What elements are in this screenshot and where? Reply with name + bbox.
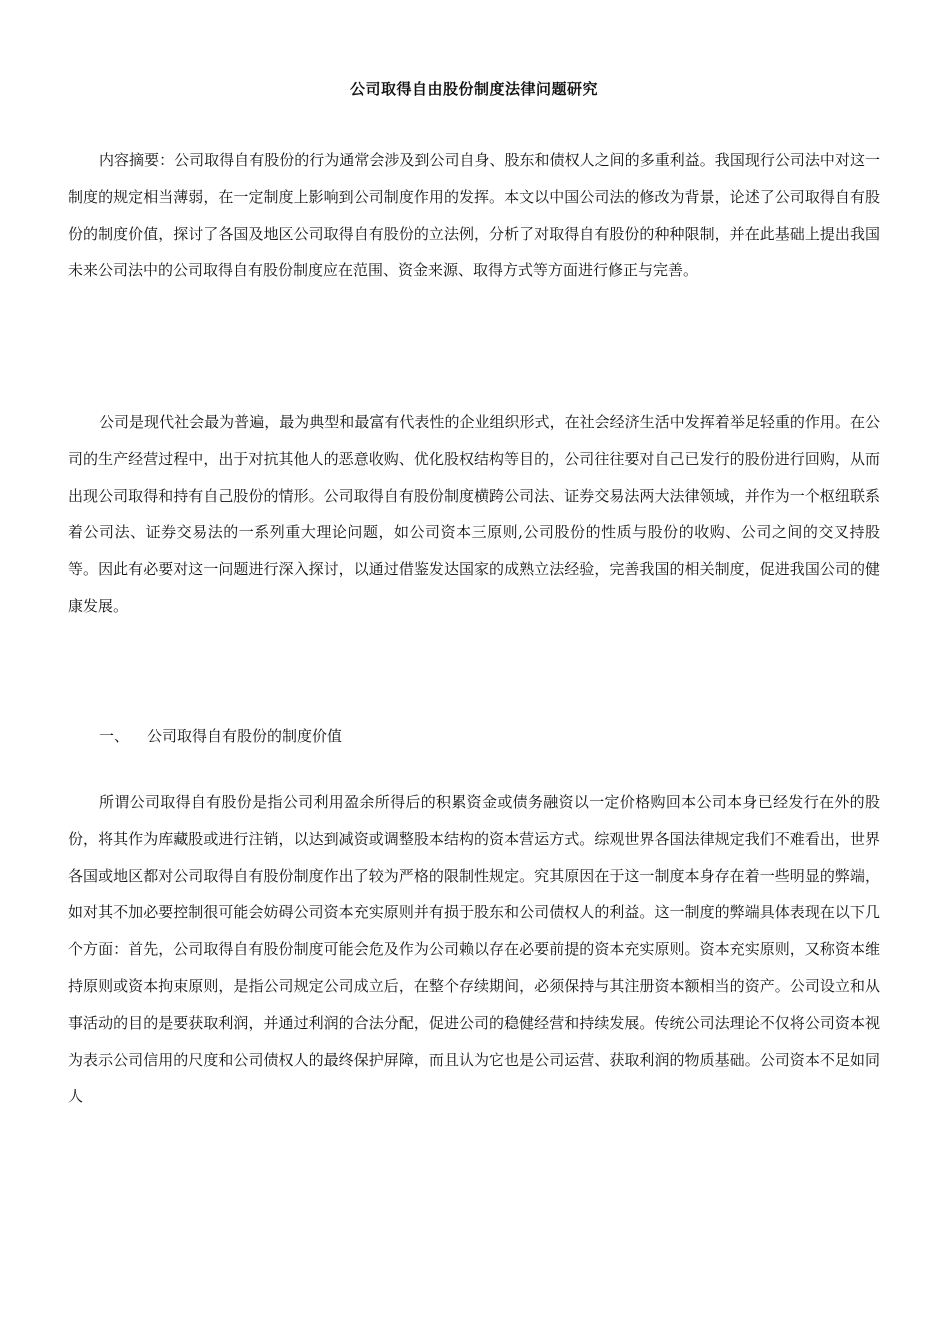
intro-paragraph: 公司是现代社会最为普遍，最为典型和最富有代表性的企业组织形式，在社会经济生活中发挥着举足轻重的作用。在公司的生产经营过程中，出于对抗其他人的恶意收购、优化股权结构等目的，公司往往要对自己已发行的股份进行回购，从而出现公司取得和持有自己股份的情形。公司取得自有股份制度横跨公司法、证券交易法两大法律领域，并作为一个枢纽联系着公司法、证券交易法的一系列重大理论问题，如公司资本三原则,公司股份的性质与股份的收购、公司之间的交叉持股等。因此有必要对这一问题进行深入探讨，以通过借鉴发达国家的成熟立法经验，完善我国的相关制度，促进我国公司的健康发展。 [68, 413, 880, 615]
section-heading [68, 718, 880, 755]
section-number: 一、 [99, 727, 130, 745]
section-body-paragraph: 所谓公司取得自有股份是指公司利用盈余所得后的积累资金或债务融资以一定价格购回本公司本身已经发行在外的股份，将其作为库藏股或进行注销，以达到减资或调整股本结构的资本营运方式。综观世界各国法律规定我们不难看出，世界各国或地区都对公司取得自有股份制度作出了较为严格的限制性规定。究其原因在于这一制度本身存在着一些明显的弊端，如对其不加必要控制很可能会妨碍公司资本充实原则并有损于股东和公司债权人的利益。这一制度的弊端具体表现在以下几个方面：首先，公司取得自有股份制度可能会危及作为公司赖以存在必要前提的资本充实原则。资本充实原则，又称资本维持原则或资本拘束原则，是指公司规定公司成立后，在整个存续期间，必须保持与其注册资本额相当的资产。公司设立和从事活动的目的是要获取利润，并通过利润的合法分配，促进公司的稳健经营和持续发展。传统公司法理论不仅将公司资本视为表示公司信用的尺度和公司债权人的最终保护屏障，而且认为它也是公司运营、获取利润的物质基础。公司资本不足如同人 [68, 793, 880, 1106]
abstract-paragraph: 内容摘要：公司取得自有股份的行为通常会涉及到公司自身、股东和债权人之间的多重利益。我国现行公司法中对这一制度的规定相当薄弱，在一定制度上影响到公司制度作用的发挥。本文以中国公司法的修改为背景，论述了公司取得自有股份的制度价值，探讨了各国及地区公司取得自有股份的立法例，分析了对取得自有股份的种种限制，并在此基础上提出我国未来公司法中的公司取得自有股份制度应在范围、资金来源、取得方式等方面进行修正与完善。 [68, 151, 880, 280]
section-heading-text: 公司取得自有股份的制度价值 [147, 727, 343, 745]
document-title: 公司取得自由股份制度法律问题研究 [349, 80, 598, 98]
